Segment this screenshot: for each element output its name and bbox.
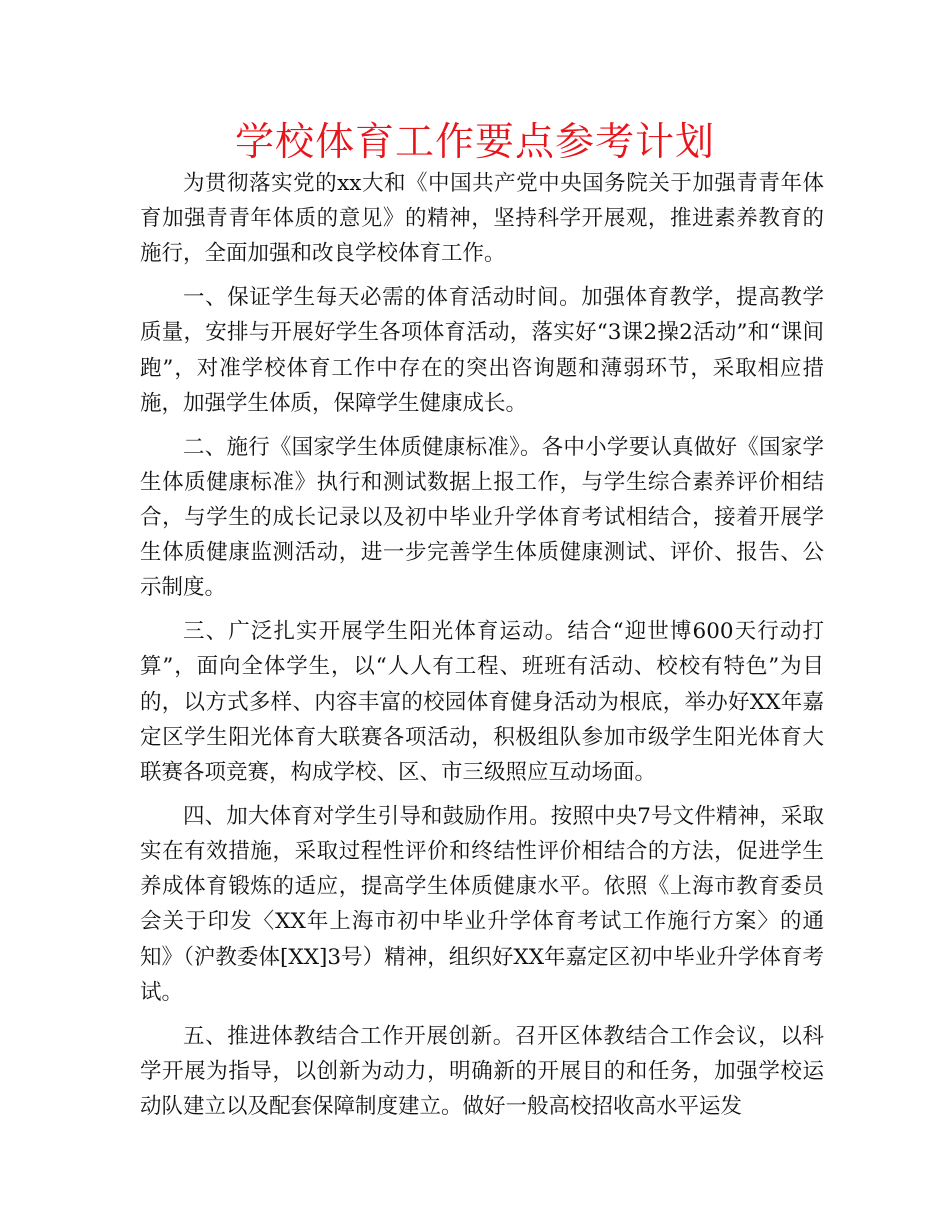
paragraph-intro: 为贯彻落实党的xx大和《中国共产党中央国务院关于加强青青年体育加强青青年体质的意见》的精神，坚持科学开展观，推进素养教育的施行，全面加强和改良学校体育工作。 [140, 171, 824, 267]
paragraph-section-5: 五、推进体教结合工作开展创新。召开区体教结合工作会议，以科学开展为指导，以创新为动力，明确新的开展目的和任务，加强学校运动队建立以及配套保障制度建立。做好一般高校招收高水平运发 [140, 1023, 824, 1120]
paragraph-section-1: 一、保证学生每天必需的体育活动时间。加强体育教学，提高教学质量，安排与开展好学生各项体育活动，落实好“3课2操2活动”和“课间跑”，对准学校体育工作中存在的突出咨询题和薄弱环节，采取相应措施，加强学生体质，保障学生健康成长。 [140, 285, 824, 416]
document-body [140, 166, 824, 1133]
paragraph-section-4: 四、加大体育对学生引导和鼓励作用。按照中央7号文件精神，采取实在有效措施，采取过程性评价和终结性评价相结合的方法，促进学生养成体育锻炼的适应，提高学生体质健康水平。依照《上海市教育委员会关于印发〈XX年上海市初中毕业升学体育考试工作施行方案〉的通知》（沪教委体[XX]3号）精神，组织好XX年嘉定区初中毕业升学体育考试。 [140, 803, 824, 1005]
paragraph-section-2: 二、施行《国家学生体质健康标准》。各中小学要认真做好《国家学生体质健康标准》执行和测试数据上报工作，与学生综合素养评价相结合，与学生的成长记录以及初中毕业升学体育考试相结合，接着开展学生体质健康监测活动，进一步完善学生体质健康测试、评价、报告、公示制度。 [140, 434, 824, 601]
paragraph-section-3: 三、广泛扎实开展学生阳光体育运动。结合“迎世博600天行动打算”，面向全体学生，以“人人有工程、班班有活动、校校有特色”为目的，以方式多样、内容丰富的校园体育健身活动为根底，举办好XX年嘉定区学生阳光体育大联赛各项活动，积极组队参加市级学生阳光体育大联赛各项竞赛，构成学校、区、市三级照应互动场面。 [140, 619, 824, 786]
document-title: 学校体育工作要点参考计划 [234, 120, 715, 165]
